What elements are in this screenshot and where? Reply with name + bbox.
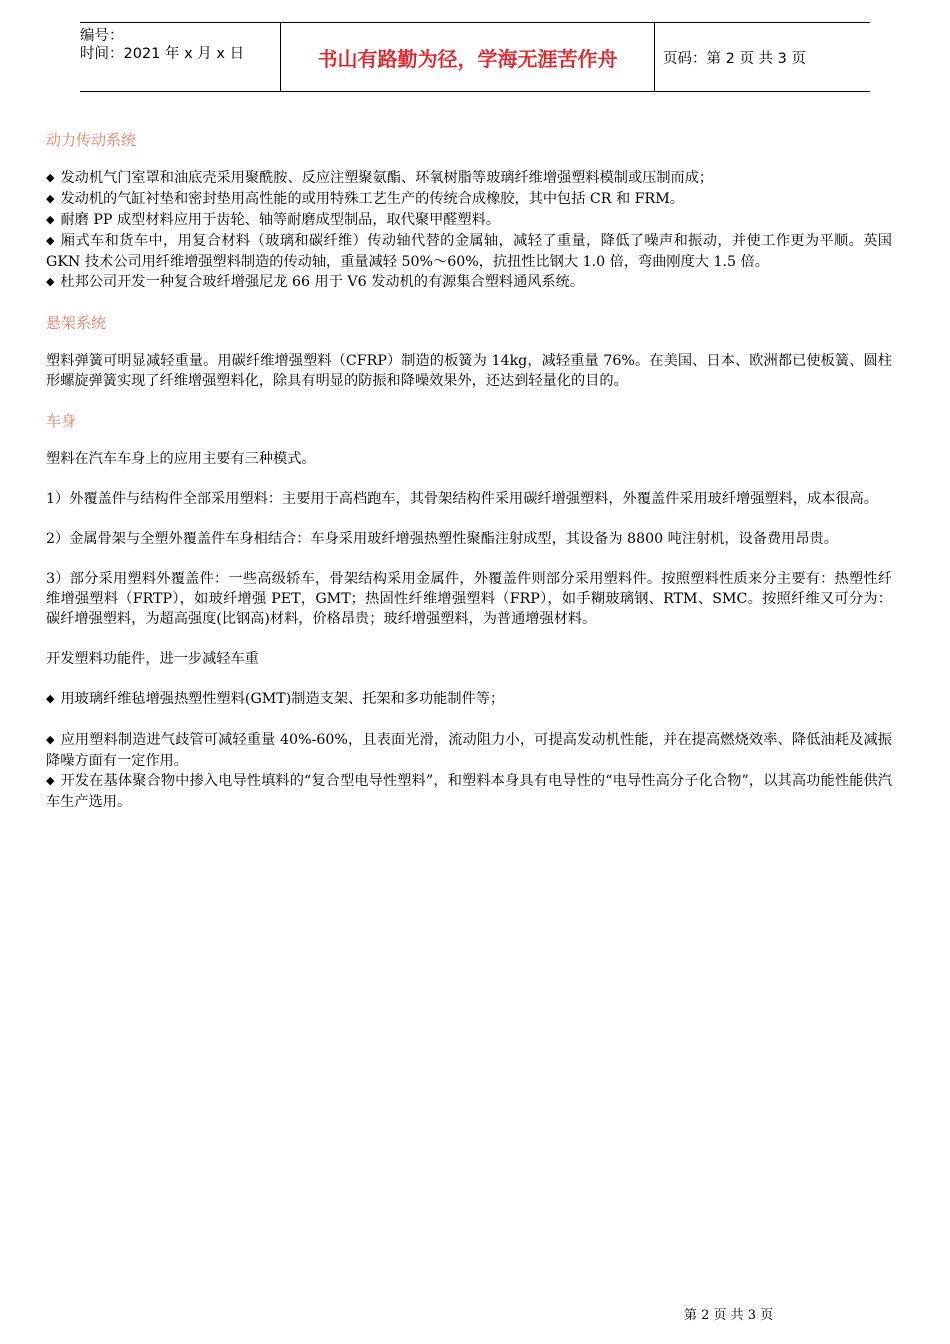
document-body bbox=[46, 130, 892, 812]
paragraph: 塑料在汽车车身上的应用主要有三种模式。 bbox=[46, 451, 316, 467]
bullet-item: ◆ 杜邦公司开发一种复合玻纤增强尼龙 66 用于 V6 发动机的有源集合塑料通风系统。 bbox=[46, 272, 892, 293]
number-label: 编号： bbox=[80, 28, 124, 44]
section-title-powertrain: 动力传动系统 bbox=[46, 131, 137, 149]
bullet-item: ◆ 发动机气门室罩和油底壳采用聚酰胺、反应注塑聚氨酯、环氧树脂等玻璃纤维增强塑料模制或压制而成； bbox=[46, 168, 892, 189]
bullet-item: ◆ 耐磨 PP 成型材料应用于齿轮、轴等耐磨成型制品，取代聚甲醛塑料。 bbox=[46, 210, 892, 231]
page-footer: 第 2 页 共 3 页 bbox=[684, 1308, 774, 1323]
bullet-item: ◆ 开发在基体聚合物中掺入电导性填料的“复合型电导性塑料”，和塑料本身具有电导性的“电导性高分子化合物”，以其高功能性能供汽车生产选用。 bbox=[46, 771, 892, 812]
paragraph: 塑料弹簧可明显减轻重量。用碳纤维增强塑料（CFRP）制造的板簧为 14kg，减轻重量 76%。在美国、日本、欧洲都已使板簧、圆柱形螺旋弹簧实现了纤维增强塑料化，除具有明显的防振和降噪效果外，还达到轻量化的目的。 bbox=[46, 353, 892, 389]
bullet-item: ◆ 发动机的气缸衬垫和密封垫用高性能的或用特殊工艺生产的传统合成橡胶，其中包括 CR 和 FRM。 bbox=[46, 189, 892, 210]
paragraph: 1）外覆盖件与结构件全部采用塑料：主要用于高档跑车，其骨架结构件采用碳纤增强塑料，外覆盖件采用玻纤增强塑料，成本很高。 bbox=[46, 491, 878, 507]
header-left bbox=[80, 23, 281, 91]
header-page-info: 页码：第 2 页 共 3 页 bbox=[663, 50, 806, 67]
bullet-item: ◆ 应用塑料制造进气歧管可减轻重量 40%-60%，且表面光滑，流动阻力小，可提高发动机性能，并在提高燃烧效率、降低油耗及减振降噪方面有一定作用。 bbox=[46, 730, 892, 771]
bullet-item: ◆ 用玻璃纤维毡增强热塑性塑料(GMT)制造支架、托架和多功能制件等； bbox=[46, 689, 892, 710]
motto: 书山有路勤为径，学海无涯苦作舟 bbox=[281, 23, 655, 91]
paragraph: 2）金属骨架与全塑外覆盖件车身相结合：车身采用玻纤增强热塑性聚酯注射成型，其设备为 8800 吨注射机，设备费用昂贵。 bbox=[46, 531, 838, 547]
paragraph: 3）部分采用塑料外覆盖件：一些高级轿车，骨架结构采用金属件，外覆盖件则部分采用塑料件。按照塑料性质来分主要有：热塑性纤维增强塑料（FRTP），如玻纤增强 PET，GMT；热固性纤维增强塑料（FRP），如手糊玻璃钢、RTM、SMC。按照纤维又可分为：碳纤增强塑料，为超高强度(比钢高)材料，价格昂贵；玻纤增强塑料，为普通增强材料。 bbox=[46, 571, 892, 627]
bullet-item: ◆ 厢式车和货车中，用复合材料（玻璃和碳纤维）传动轴代替的金属轴，减轻了重量，降低了噪声和振动，并使工作更为平顺。英国 GKN 技术公司用纤维增强塑料制造的传动轴，重量减轻 50%～60%，抗扭性比钢大 1.0 倍，弯曲刚度大 1.5 倍。 bbox=[46, 231, 892, 272]
page-header bbox=[80, 22, 870, 92]
section-title-suspension: 悬架系统 bbox=[46, 314, 107, 332]
time-label: 时间：2021 年 x 月 x 日 bbox=[80, 46, 245, 62]
section-title-body: 车身 bbox=[46, 412, 77, 430]
paragraph: 开发塑料功能件，进一步减轻车重 bbox=[46, 651, 259, 667]
